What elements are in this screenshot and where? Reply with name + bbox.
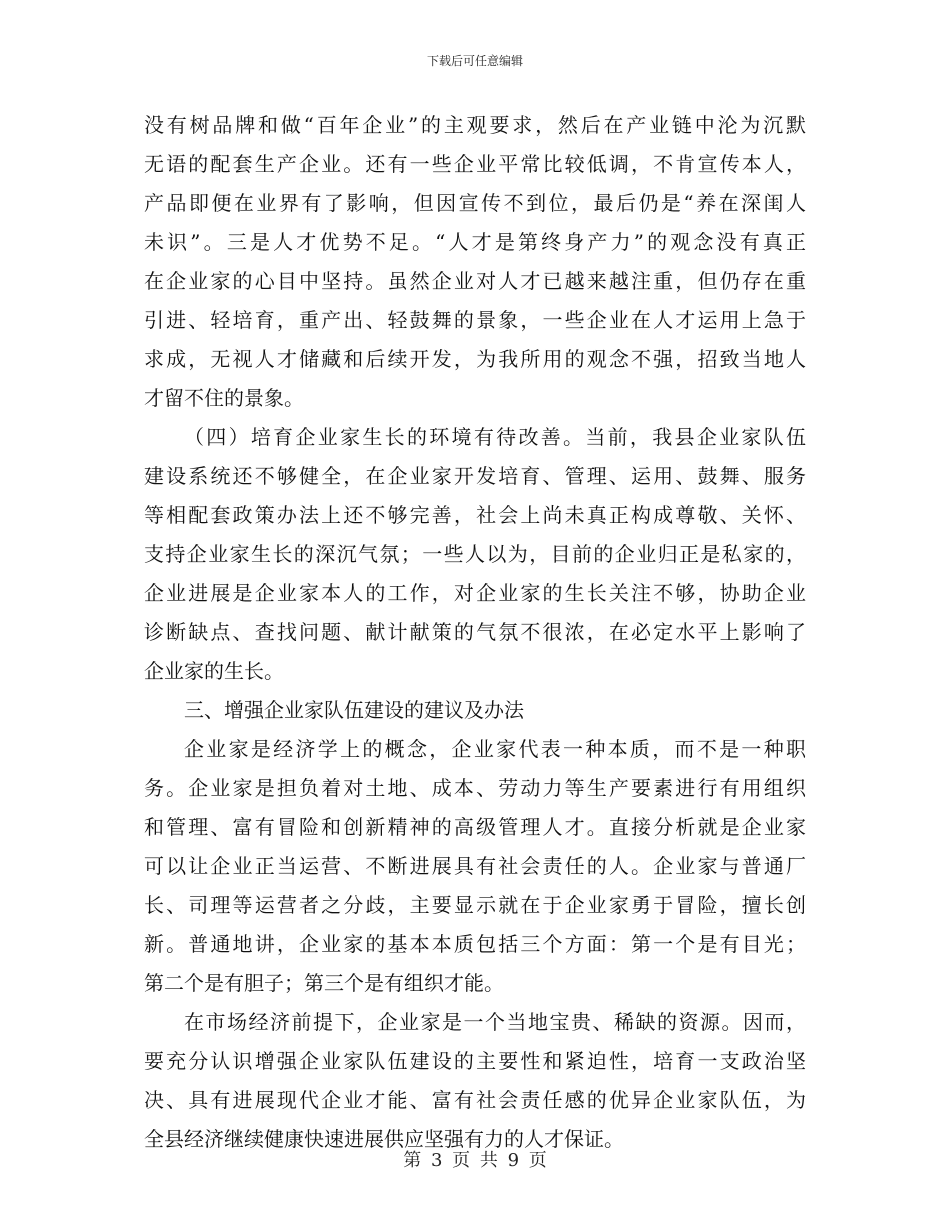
paragraph-start-line: 在市场经济前提下，企业家是一个当地宝贵、稀缺的资源。因而， [184, 1010, 806, 1034]
text-line: 要充分认识增强企业家队伍建设的主要性和紧迫性，培育一支政治坚 [144, 1049, 806, 1073]
text-line: 建设系统还不够健全，在企业家开发培育、管理、运用、鼓舞、服务 [144, 464, 806, 488]
text-line: 务。企业家是担负着对土地、成本、劳动力等生产要素进行有用组织 [144, 776, 806, 800]
document-body [144, 106, 806, 1159]
text-line: 引进、轻培育，重产出、轻鼓舞的景象，一些企业在人才运用上急于 [144, 308, 806, 332]
text-line: 和管理、富有冒险和创新精神的高级管理人才。直接分析就是企业家 [144, 815, 806, 839]
text-line: 求成，无视人才储藏和后续开发，为我所用的观念不强，招致当地人 [144, 347, 806, 371]
text-line: 等相配套政策办法上还不够完善，社会上尚未真正构成尊敬、关怀、 [144, 503, 806, 527]
text-line: 诊断缺点、查找问题、献计献策的气氛不很浓，在必定水平上影响了 [144, 620, 806, 644]
text-line: 无语的配套生产企业。还有一些企业平常比较低调，不肯宣传本人， [144, 152, 806, 176]
text-line: 没有树品牌和做“百年企业”的主观要求，然后在产业链中沦为沉默 [144, 113, 806, 137]
text-line: 决、具有进展现代企业才能、富有社会责任感的优异企业家队伍，为 [144, 1088, 806, 1112]
text-line: 才留不住的景象。 [144, 386, 304, 410]
text-line: 全县经济继续健康快速进展供应坚强有力的人才保证。 [144, 1127, 624, 1151]
text-line: 未识”。三是人才优势不足。“人才是第终身产力”的观念没有真正 [144, 230, 806, 254]
text-line: 产品即便在业界有了影响，但因宣传不到位，最后仍是“养在深闺人 [144, 191, 806, 215]
text-line: 在企业家的心目中坚持。虽然企业对人才已越来越注重，但仍存在重 [144, 269, 806, 293]
text-line: 可以让企业正当运营、不断进展具有社会责任的人。企业家与普通厂 [144, 854, 806, 878]
text-line: 企业家的生长。 [144, 659, 284, 683]
text-line: 长、司理等运营者之分歧，主要显示就在于企业家勇于冒险，擅长创 [144, 893, 806, 917]
paragraph-start-line: 企业家是经济学上的概念，企业家代表一种本质，而不是一种职 [184, 737, 806, 761]
text-line: 第二个是有胆子；第三个是有组织才能。 [144, 971, 504, 995]
page-header: 下载后可任意编辑 [426, 54, 523, 68]
text-line: 支持企业家生长的深沉气氛；一些人以为，目前的企业归正是私家的， [144, 542, 806, 566]
text-line: 企业进展是企业家本人的工作，对企业家的生长关注不够，协助企业 [144, 581, 806, 605]
text-line: 新。普通地讲，企业家的基本本质包括三个方面：第一个是有目光； [144, 932, 806, 956]
section-heading: 三、增强企业家队伍建设的建议及办法 [184, 698, 524, 722]
page-number-footer: 第 3 页 共 9 页 [403, 1150, 547, 1171]
paragraph-start-line: （四）培育企业家生长的环境有待改善。当前，我县企业家队伍 [184, 425, 806, 449]
